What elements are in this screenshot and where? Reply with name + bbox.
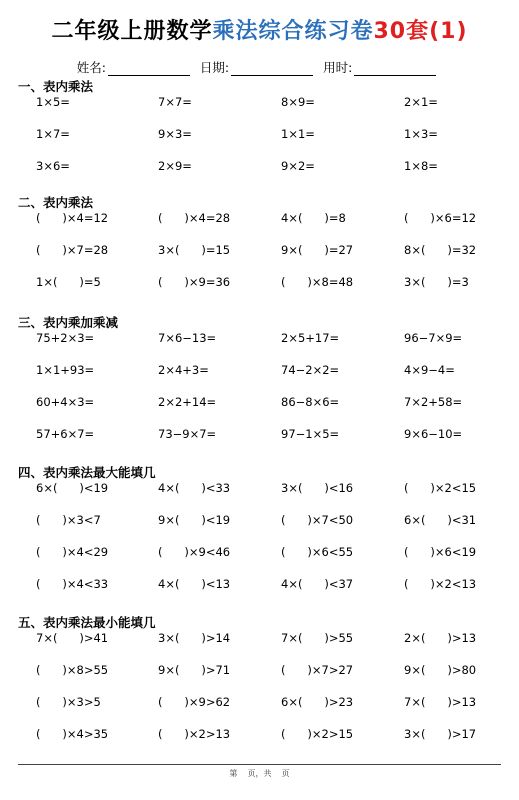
math-problem: 96−7×9= [404, 331, 463, 345]
math-problem: 1×5= [36, 95, 70, 109]
math-problem: ( )×6=12 [404, 211, 477, 225]
math-problem: 75+2×3= [36, 331, 95, 345]
math-problem: 7×( )>55 [281, 631, 354, 645]
math-problem: 3×6= [36, 159, 70, 173]
math-problem: 9×6−10= [404, 427, 463, 441]
math-problem: 9×( )>71 [158, 663, 231, 677]
section-title: 四、表内乘法最大能填几 [18, 465, 156, 480]
math-problem: 7×( )>41 [36, 631, 109, 645]
math-problem: ( )×7<50 [281, 513, 354, 527]
section-3 [18, 315, 508, 459]
problem-row [18, 427, 508, 459]
math-problem: 9×3= [158, 127, 192, 141]
problem-row [18, 663, 508, 695]
math-problem: ( )×9=36 [158, 275, 231, 289]
math-problem: ( )×3<7 [36, 513, 101, 527]
title-grade: 二年级上册数学 [51, 19, 213, 44]
math-problem: 1×7= [36, 127, 70, 141]
math-problem: ( )×7>27 [281, 663, 354, 677]
math-problem: 2×( )>13 [404, 631, 477, 645]
problem-row [18, 95, 508, 127]
math-problem: 6×( )<31 [404, 513, 477, 527]
section-title: 一、表内乘法 [18, 79, 94, 94]
math-problem: 1×3= [404, 127, 438, 141]
math-problem: 3×( )=15 [158, 243, 231, 257]
section-5 [18, 615, 508, 759]
math-problem: 3×( )>17 [404, 727, 477, 741]
math-problem: ( )×4=12 [36, 211, 109, 225]
math-problem: 9×( )<19 [158, 513, 231, 527]
name-blank [108, 63, 190, 76]
math-problem: 7×( )>13 [404, 695, 477, 709]
problem-row [18, 275, 508, 307]
math-problem: 2×9= [158, 159, 192, 173]
math-problem: 57+6×7= [36, 427, 95, 441]
math-problem: ( )×2<15 [404, 481, 477, 495]
math-problem: ( )×2<13 [404, 577, 477, 591]
math-problem: ( )×8=48 [281, 275, 354, 289]
math-problem: 4×( )<13 [158, 577, 231, 591]
math-problem: ( )×6<19 [404, 545, 477, 559]
math-problem: ( )×4=28 [158, 211, 231, 225]
math-problem: 97−1×5= [281, 427, 340, 441]
section-4 [18, 465, 508, 609]
math-problem: 1×8= [404, 159, 438, 173]
problem-row [18, 127, 508, 159]
problem-row [18, 211, 508, 243]
math-problem: 74−2×2= [281, 363, 340, 377]
math-problem: 3×( )<16 [281, 481, 354, 495]
math-problem: 73−9×7= [158, 427, 217, 441]
math-problem: 6×( )<19 [36, 481, 109, 495]
section-title: 五、表内乘法最小能填几 [18, 615, 156, 630]
math-problem: ( )×4<33 [36, 577, 109, 591]
math-problem: ( )×7=28 [36, 243, 109, 257]
section-title: 二、表内乘法 [18, 195, 94, 210]
math-problem: 2×4+3= [158, 363, 209, 377]
problem-row [18, 577, 508, 609]
problem-row [18, 695, 508, 727]
date-blank [231, 63, 313, 76]
math-problem: ( )×2>13 [158, 727, 231, 741]
math-problem: ( )×3>5 [36, 695, 101, 709]
page-footer: 第 页，共 页 [229, 769, 290, 778]
student-info-line [0, 58, 519, 76]
math-problem: ( )×9<46 [158, 545, 231, 559]
math-problem: 4×( )<37 [281, 577, 354, 591]
problem-row [18, 363, 508, 395]
problem-row [18, 545, 508, 577]
math-problem: 1×1+93= [36, 363, 95, 377]
name-label: 姓名: [76, 60, 106, 75]
problem-row [18, 481, 508, 513]
math-problem: 86−8×6= [281, 395, 340, 409]
math-problem: 4×9−4= [404, 363, 455, 377]
time-label: 用时: [323, 60, 353, 75]
math-problem: 1×1= [281, 127, 315, 141]
math-problem: 7×7= [158, 95, 192, 109]
time-blank [354, 63, 436, 76]
math-problem: 9×( )>80 [404, 663, 477, 677]
problem-row [18, 727, 508, 759]
math-problem: 9×2= [281, 159, 315, 173]
worksheet-title [0, 14, 519, 45]
math-problem: 2×2+14= [158, 395, 217, 409]
section-1 [18, 79, 508, 191]
math-problem: 6×( )>23 [281, 695, 354, 709]
math-problem: 1×( )=5 [36, 275, 101, 289]
math-problem: ( )×9>62 [158, 695, 231, 709]
math-problem: 60+4×3= [36, 395, 95, 409]
section-title: 三、表内乘加乘减 [18, 315, 119, 330]
title-set: 30套(1) [373, 19, 468, 44]
problem-row [18, 243, 508, 275]
date-label: 日期: [199, 60, 230, 75]
math-problem: 8×( )=32 [404, 243, 477, 257]
problem-row [18, 513, 508, 545]
math-problem: 7×6−13= [158, 331, 217, 345]
problem-row [18, 631, 508, 663]
math-problem: 4×( )<33 [158, 481, 231, 495]
math-problem: 3×( )=3 [404, 275, 469, 289]
math-problem: ( )×4<29 [36, 545, 109, 559]
math-problem: 2×1= [404, 95, 438, 109]
math-problem: ( )×4>35 [36, 727, 109, 741]
math-problem: 8×9= [281, 95, 315, 109]
math-problem: 9×( )=27 [281, 243, 354, 257]
math-problem: ( )×8>55 [36, 663, 109, 677]
math-problem: 4×( )=8 [281, 211, 346, 225]
math-problem: ( )×6<55 [281, 545, 354, 559]
title-topic: 乘法综合练习卷 [212, 19, 374, 44]
footer-divider [18, 764, 501, 765]
math-problem: 2×5+17= [281, 331, 340, 345]
math-problem: ( )×2>15 [281, 727, 354, 741]
math-problem: 3×( )>14 [158, 631, 231, 645]
problem-row [18, 331, 508, 363]
problem-row [18, 395, 508, 427]
section-2 [18, 195, 508, 307]
math-problem: 7×2+58= [404, 395, 463, 409]
problem-row [18, 159, 508, 191]
